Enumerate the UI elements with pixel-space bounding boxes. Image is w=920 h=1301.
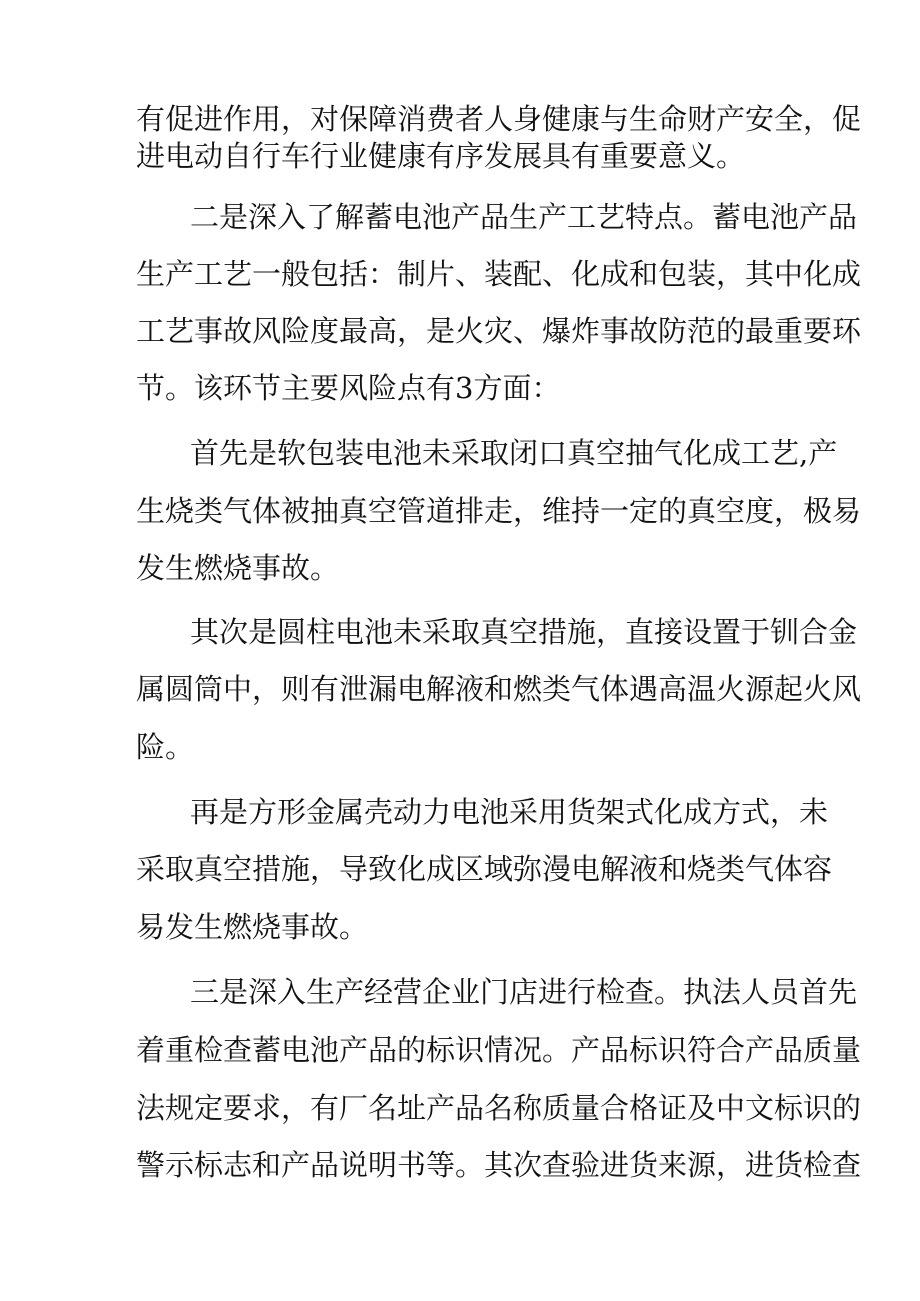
text-line: 易发生燃烧事故。 — [136, 910, 369, 944]
text-line: 生烧类气体被抽真空管道排走，维持一定的真空度，极易 — [136, 494, 862, 528]
text-line: 采取真空措施，导致化成区域弥漫电解液和烧类气体容 — [136, 852, 833, 886]
text-line: 发生燃烧事故。 — [136, 551, 340, 585]
text-line: 三是深入生产经营企业门店进行检查。执法人员首先 — [190, 975, 858, 1009]
text-line: 属圆筒中，则有泄漏电解液和燃类气体遇高温火源起火风 — [136, 672, 862, 706]
text-line: 再是方形金属壳动力电池采用货架式化成方式，未 — [190, 795, 829, 829]
text-line: 有促进作用，对保障消费者人身健康与生命财产安全，促 — [136, 102, 862, 136]
text-line: 生产工艺一般包括：制片、装配、化成和包装，其中化成 — [136, 257, 862, 291]
text-line: 进电动自行车行业健康有序发展具有重要意义。 — [136, 139, 746, 173]
text-line: 其次是圆柱电池未采取真空措施，直接设置于钏合金 — [190, 615, 858, 649]
text-line: 险。 — [136, 730, 195, 764]
text-line: 节。该环节主要风险点有3方面： — [136, 371, 561, 405]
text-line: 法规定要求，有厂名址产品名称质量合格证及中文标识的 — [136, 1091, 862, 1125]
text-line: 警示标志和产品说明书等。其次查验进货来源，进货检查 — [136, 1148, 862, 1182]
text-line: 着重检查蓄电池产品的标识情况。产品标识符合产品质量 — [136, 1033, 862, 1067]
text-line: 首先是软包装电池未采取闭口真空抽气化成工艺,产 — [190, 436, 838, 470]
text-line: 二是深入了解蓄电池产品生产工艺特点。蓄电池产品 — [190, 200, 858, 234]
text-line: 工艺事故风险度最高，是火灾、爆炸事故防范的最重要环 — [136, 314, 862, 348]
